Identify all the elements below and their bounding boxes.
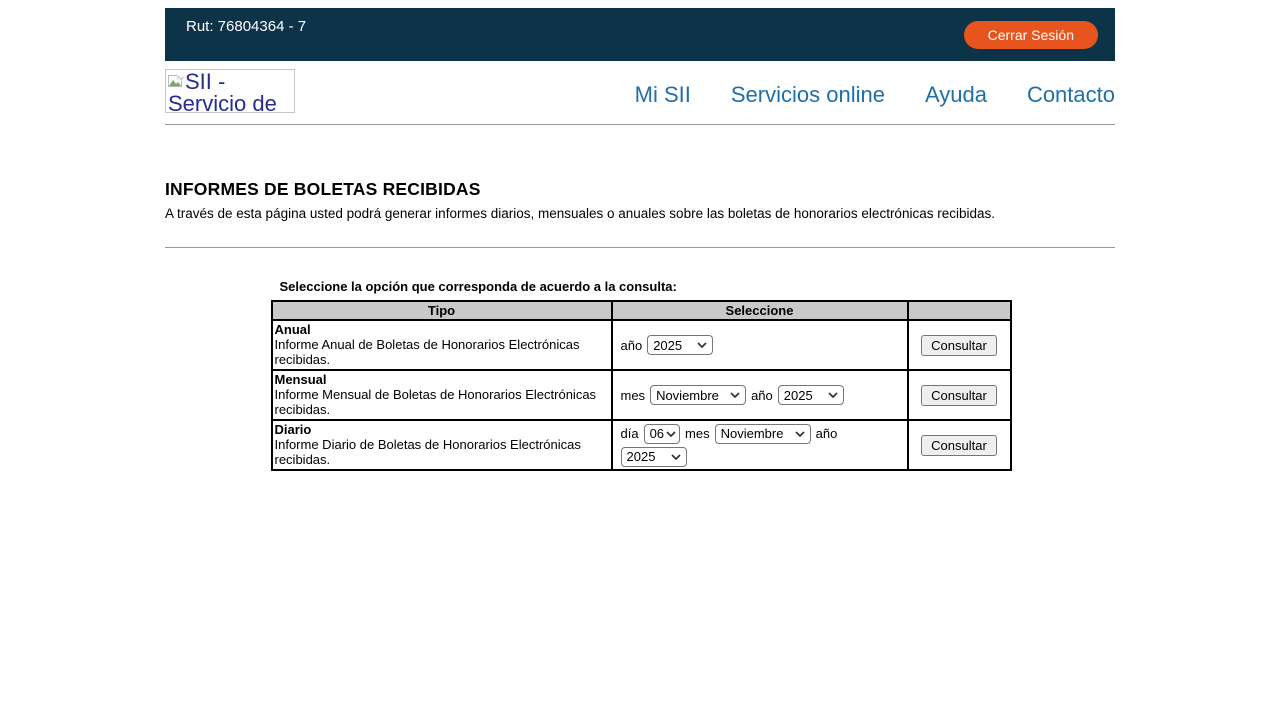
chevron-down-icon — [730, 392, 740, 398]
chevron-down-icon — [666, 431, 676, 437]
main-nav — [635, 82, 1115, 108]
diario-description: Informe Diario de Boletas de Honorarios Electrónicas recibidas. — [274, 437, 581, 467]
mensual-mes-value: Noviembre — [656, 387, 719, 403]
header-divider — [165, 124, 1115, 125]
topbar — [165, 8, 1115, 61]
table-header-row — [272, 301, 1011, 320]
anual-consultar-button[interactable]: Consultar — [921, 335, 997, 356]
mensual-ano-label: año — [751, 387, 773, 403]
table-row-diario — [272, 420, 1011, 470]
chevron-down-icon — [795, 431, 805, 437]
rut-label: Rut: 76804364 - 7 — [186, 18, 307, 35]
mensual-select-cell — [612, 370, 908, 420]
diario-dia-label: día — [620, 426, 639, 441]
logout-button[interactable]: Cerrar Sesión — [964, 21, 1098, 49]
col-header-tipo: Tipo — [272, 301, 612, 320]
col-header-seleccione: Seleccione — [612, 301, 908, 320]
col-header-action — [908, 301, 1011, 320]
anual-select-cell — [612, 320, 908, 370]
nav-mi-sii[interactable]: Mi SII — [634, 82, 691, 107]
anual-ano-label: año — [620, 337, 643, 353]
anual-ano-select[interactable] — [647, 335, 713, 355]
mensual-mes-select[interactable] — [650, 385, 746, 405]
consulta-section — [271, 279, 1010, 471]
diario-select-cell — [612, 420, 908, 470]
page-description: A través de esta página usted podrá generar informes diarios, mensuales o anuales sobre las boletas de honorarios electrónicas recibidas. — [165, 206, 995, 221]
consulta-heading: Seleccione la opción que corresponda de acuerdo a la consulta: — [279, 279, 677, 294]
mensual-ano-value: 2025 — [783, 387, 813, 403]
sii-logo-link[interactable] — [165, 69, 295, 113]
diario-ano-value: 2025 — [626, 449, 656, 464]
table-row-mensual — [272, 370, 1011, 420]
broken-image-icon — [168, 71, 184, 93]
mensual-tipo-cell — [272, 370, 612, 420]
anual-action-cell — [908, 320, 1011, 370]
diario-dia-value: 06 — [649, 426, 665, 441]
diario-mes-label: mes — [685, 426, 710, 441]
mensual-consultar-button[interactable]: Consultar — [921, 385, 997, 406]
chevron-down-icon — [671, 454, 681, 460]
diario-mes-value: Noviembre — [720, 426, 784, 441]
chevron-down-icon — [828, 392, 838, 398]
diario-ano-select[interactable] — [621, 447, 687, 467]
anual-description: Informe Anual de Boletas de Honorarios Electrónicas recibidas. — [274, 337, 580, 367]
diario-dia-select[interactable] — [644, 424, 680, 444]
nav-ayuda[interactable]: Ayuda — [924, 82, 987, 107]
chevron-down-icon — [697, 342, 707, 348]
anual-ano-value: 2025 — [653, 337, 683, 353]
consulta-table — [271, 300, 1012, 471]
diario-label: Diario — [274, 422, 312, 437]
page-container — [165, 8, 1115, 471]
table-row-anual — [272, 320, 1011, 370]
page-title: INFORMES DE BOLETAS RECIBIDAS — [165, 179, 481, 199]
nav-servicios-online[interactable]: Servicios online — [730, 82, 885, 107]
anual-tipo-cell — [272, 320, 612, 370]
mensual-mes-label: mes — [620, 387, 646, 403]
mensual-ano-select[interactable] — [778, 385, 844, 405]
mensual-description: Informe Mensual de Boletas de Honorarios Electrónicas recibidas. — [274, 387, 597, 417]
header-row — [165, 61, 1115, 113]
diario-ano-label: año — [815, 426, 838, 441]
diario-mes-select[interactable] — [715, 424, 811, 444]
nav-contacto[interactable]: Contacto — [1026, 82, 1115, 107]
diario-action-cell — [908, 420, 1011, 470]
content-divider — [165, 247, 1115, 248]
logo-alt-text: SII - Servicio de — [168, 69, 277, 113]
anual-label: Anual — [274, 322, 311, 337]
diario-consultar-button[interactable]: Consultar — [921, 435, 997, 456]
diario-tipo-cell — [272, 420, 612, 470]
mensual-label: Mensual — [274, 372, 327, 387]
mensual-action-cell — [908, 370, 1011, 420]
